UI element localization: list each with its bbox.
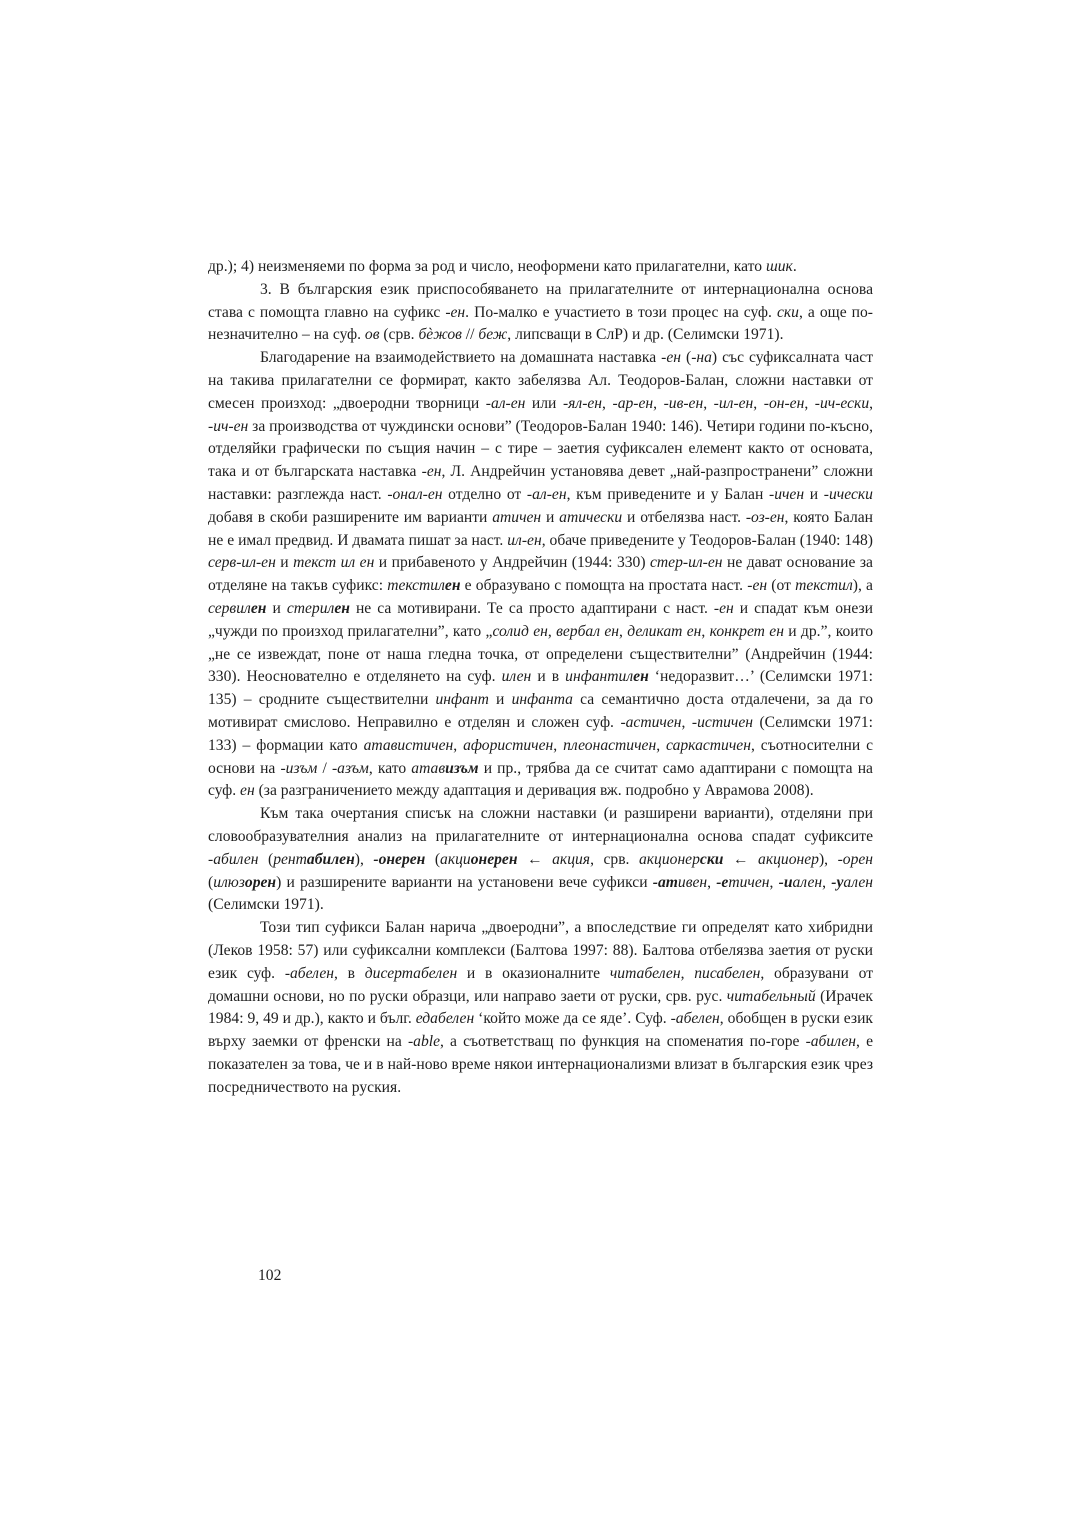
page-number: 102 (258, 1267, 282, 1284)
text: , (822, 873, 832, 891)
bold-italic-text: абилен (306, 850, 355, 868)
italic-text: ил-ен (507, 531, 542, 549)
italic-text: -ен (661, 349, 681, 367)
italic-text: инфант (435, 691, 489, 709)
text: и спадат към онези „чужди по произход прилагателни”, като „ (208, 599, 873, 640)
italic-text: -ал-ен (485, 394, 526, 412)
italic-text: афористичен (463, 736, 554, 754)
italic-text: беж (478, 326, 508, 344)
italic-text: плеонастичен (563, 736, 657, 754)
bold-italic-text: -е (716, 873, 729, 891)
italic-text: акци (440, 850, 471, 868)
italic-text: вербал ен (556, 622, 620, 640)
bold-italic-span (633, 668, 649, 685)
text: , (703, 394, 714, 412)
italic-text: ален (843, 873, 874, 891)
bold-italic-span (779, 874, 793, 891)
text: 3. В българския език приспособяването на прилагателните от интернационална основа става с помощта главно на суфикс (208, 280, 873, 321)
italic-text: солид ен (492, 622, 548, 640)
text: , (804, 394, 815, 412)
italic-text: -ив-ен (663, 394, 704, 412)
bold-italic-text: ен (444, 577, 461, 595)
bold-italic-text: орен (244, 873, 277, 891)
bold-italic-text: ен (633, 668, 649, 686)
italic-text: -изъм (280, 759, 318, 777)
text: или (525, 394, 563, 412)
text: , обаче приведените у Теодоров-Балан (1940: 148) (541, 531, 873, 549)
text: и (541, 508, 560, 526)
italic-text: илюз (213, 873, 245, 891)
italic-text: читабелен (609, 964, 681, 982)
italic-text: атавистичен (363, 736, 454, 754)
text: (за разграничението между адаптация и деривация вж. подробно у Аврамова 2008). (254, 782, 814, 800)
text: ), (818, 850, 838, 868)
italic-text: -абилен (208, 850, 259, 868)
italic-text: -абелен (284, 964, 335, 982)
italic-text: -ар-ен (612, 394, 654, 412)
italic-text: едабелен (415, 1010, 475, 1028)
text: ) и разширените варианти на установени вече суфикси (276, 873, 653, 891)
italic-text: ивен (677, 873, 708, 891)
italic-text: -ал-ен (526, 485, 567, 503)
text: , обобщен в руски език върху заемки от френски на (208, 1010, 874, 1051)
text: , образувани от домашни основи, но по руски образци, или направо заети от руски, срв. рус. (208, 964, 874, 1005)
italic-text: -ич-ески (814, 394, 870, 412)
italic-text: акция (552, 850, 591, 868)
italic-text: -ял-ен (562, 394, 603, 412)
text: // (461, 326, 479, 344)
bold-italic-text: -у (831, 873, 844, 891)
text: , (619, 622, 628, 640)
italic-text: бѐжов (418, 326, 462, 344)
page-body (208, 256, 873, 1099)
text: , (547, 622, 557, 640)
italic-text: стерил (286, 599, 335, 617)
italic-text: -ически (823, 485, 873, 503)
italic-text: -орен (837, 850, 874, 868)
italic-text: акционер (638, 850, 700, 868)
italic-text: рент (273, 850, 307, 868)
italic-text: -ичен (769, 485, 805, 503)
bold-italic-span (831, 874, 843, 891)
text: , (602, 394, 613, 412)
italic-text: конкрет ен (709, 622, 784, 640)
italic-text: -able (407, 1033, 440, 1051)
text: и (804, 485, 824, 503)
text: , а съответстващ по функция на споменатия по-горе (440, 1033, 806, 1051)
bold-italic-span (471, 851, 518, 868)
text: , (681, 713, 692, 731)
text: за производства от чуждински основи” (Теодоров-Балан 1940: 146). Четири години по-късно, отделяйки графически по същия начин – с тире – заетия суфиксален елемент както от основата, така и от българската наставка (208, 417, 873, 481)
italic-text: сервил (208, 599, 251, 617)
italic-text: писабелен (694, 964, 761, 982)
italic-text: -истичен (691, 713, 753, 731)
bold-italic-span (251, 600, 267, 617)
italic-text: -он-ен (763, 394, 805, 412)
text: ( (208, 873, 214, 891)
bold-italic-span (653, 874, 678, 891)
text: . По-малко е участието в този процес на суф. (465, 303, 777, 321)
italic-text: атав (411, 759, 446, 777)
text: и в оказионалните (457, 964, 610, 982)
text: ← (723, 850, 759, 868)
italic-text: -абилен (805, 1033, 857, 1051)
text: , е показателен за това, че и в най-ново време някои интернационализми влизат в българския език чрез посредничеството на руския. (208, 1033, 873, 1096)
italic-text: ен (240, 782, 255, 800)
text: е образувано с помощта на простата наст. (460, 577, 748, 595)
text: и в (531, 668, 566, 686)
text: , (769, 873, 779, 891)
italic-text: стер-ил-ен (649, 554, 723, 572)
italic-text: читабельный (726, 987, 816, 1005)
text: (срв. (379, 326, 419, 344)
text: и (266, 599, 287, 617)
bold-italic-span (716, 874, 728, 891)
italic-text: акционер (758, 850, 819, 868)
text: ← (517, 850, 553, 868)
text: ) със суфиксалната част на такива прилагателни се формират, както забелязва Ал. Теодоров-Балан, сложни наставки от смесен произход: „двоеродни творници (208, 349, 874, 412)
text: , (656, 736, 667, 754)
bold-italic-text: ен (250, 599, 267, 617)
text: ( (680, 349, 692, 367)
bold-italic-span (307, 851, 355, 868)
italic-text: текстил (795, 577, 853, 595)
italic-text: -онал-ен (387, 485, 443, 503)
italic-text: текст ил ен (293, 554, 375, 572)
text: , (653, 394, 664, 412)
italic-text: -ил-ен (713, 394, 754, 412)
text: , (707, 873, 717, 891)
text: , срв. (590, 850, 639, 868)
text: и др.”, които „не се извеждат, поне от наша гледна точка, от определени съществителни” (Андрейчин (1944: 330). Неоснователно е отделянето на суф. (208, 622, 874, 686)
italic-text: -ен (421, 463, 442, 481)
italic-text: текстил (387, 577, 445, 595)
italic-text: -ич-ен (208, 417, 249, 435)
text: , в (334, 964, 365, 982)
italic-text: ски (776, 303, 799, 321)
italic-text: саркастичен (666, 736, 751, 754)
text: , (869, 394, 874, 412)
italic-text: шик (765, 258, 793, 275)
text: не дават основание за отделяне на такъв суфикс: (208, 554, 873, 595)
bold-italic-span (445, 577, 461, 594)
bold-italic-text: ски (699, 850, 724, 868)
text: Благодарение на взаимодействието на домашната наставка (260, 349, 662, 367)
text: , съотносителни с основи на (208, 736, 874, 777)
bold-italic-text: -онерен (373, 850, 426, 868)
italic-text: -ен (747, 577, 768, 595)
text: , липсващи в СлР) и др. (Селимски 1971). (507, 326, 784, 344)
text: и отбелязва наст. (622, 508, 746, 526)
text: , (701, 622, 710, 640)
italic-text: -астичен (620, 713, 682, 731)
text: / (317, 759, 332, 777)
bold-italic-text: онерен (470, 850, 518, 868)
italic-text: -ен (713, 599, 734, 617)
italic-text: инфанта (511, 691, 573, 709)
italic-text: дисертабелен (364, 964, 458, 982)
text: добавя в скоби разширените им варианти (208, 508, 493, 526)
italic-text: ов (364, 326, 380, 344)
paragraph (208, 347, 873, 803)
text: ), а (852, 577, 873, 595)
italic-text: ален (792, 873, 823, 891)
bold-italic-span (373, 851, 425, 868)
text: , (453, 736, 464, 754)
italic-text: -ен (445, 303, 466, 321)
bold-italic-text: изъм (445, 759, 479, 777)
paragraph (208, 917, 873, 1099)
italic-text: -абелен (670, 1010, 720, 1028)
text: ‘който може да се яде’. Суф. (474, 1010, 671, 1028)
paragraph (208, 803, 873, 917)
text: ( (258, 850, 274, 868)
text: ‘недоразвит…’ (Селимски 1971: 135) – сродните съществителни (208, 668, 874, 709)
text: (Ирачек 1984: 9, 49 и др.), както и бълг. (208, 987, 873, 1028)
bold-italic-text: -ат (652, 873, 678, 891)
text: , Л. Андрейчин установява девет „най-разпространени” сложни наставки: разглежда наст. (208, 463, 873, 503)
italic-text: серв-ил-ен (208, 554, 276, 572)
text: са семантично доста отдалечени, за да го мотивират смислово. Неправилно е отделян и сложен суф. (208, 691, 873, 731)
bold-italic-text: ен (334, 599, 350, 617)
text: (Селимски 1971). (208, 896, 324, 914)
bold-italic-text: -и (778, 873, 793, 891)
text: , към приведените и у Балан (566, 485, 769, 503)
text: Към така очертания списък на сложни наставки (и разширени варианти), отделяни при словообразувателния анализ на прилагателните от интернационална основа спадат суфиксите (208, 805, 873, 845)
italic-text: атичен (492, 508, 542, 526)
bold-italic-span (334, 600, 350, 617)
italic-text: инфантил (565, 668, 634, 686)
italic-text: деликат ен (627, 622, 702, 640)
text: и прибавеното у Андрейчин (1944: 330) (374, 554, 650, 572)
italic-text: -азъм (331, 759, 369, 777)
text: (Селимски 1971: 133) – формации като (208, 713, 874, 754)
text: и (275, 554, 294, 572)
text: , (553, 736, 564, 754)
italic-text: атически (559, 508, 623, 526)
italic-text: тичен (728, 873, 770, 891)
text: отделно от (442, 485, 527, 503)
bold-italic-span (700, 851, 724, 868)
bold-italic-span (245, 874, 276, 891)
text: и пр., трябва да се считат само адаптирани с помощта на суф. (208, 759, 873, 800)
paragraph (208, 279, 873, 347)
text: , (753, 394, 764, 412)
text: (от (767, 577, 796, 595)
text: др.); 4) неизменяеми по форма за род и число, неоформени като прилагателни, като (208, 258, 766, 275)
italic-text: -оз-ен (745, 508, 785, 526)
bold-italic-span (445, 760, 478, 777)
text: ), (354, 850, 374, 868)
text: , която Балан не е имал предвид. И двамата пишат за наст. (208, 508, 873, 549)
text: ( (425, 850, 441, 868)
italic-text: илен (501, 668, 532, 686)
text: . (792, 258, 797, 275)
text: и (488, 691, 512, 709)
paragraph (208, 256, 873, 279)
text: , (680, 964, 695, 982)
italic-text: -на (691, 349, 712, 367)
text: , а още по-незначително – на суф. (208, 303, 873, 344)
text: , като (368, 759, 412, 777)
text: не са мотивирани. Те са просто адаптирани с наст. (349, 599, 714, 617)
text: Този тип суфикси Балан нарича „двоеродни”, а впоследствие ги определят като хибридни (Леков 1958: 57) или суфиксални комплекси (Балтова 1997: 88). Балтова отбелязва заетия от руски език суф. (208, 919, 873, 982)
